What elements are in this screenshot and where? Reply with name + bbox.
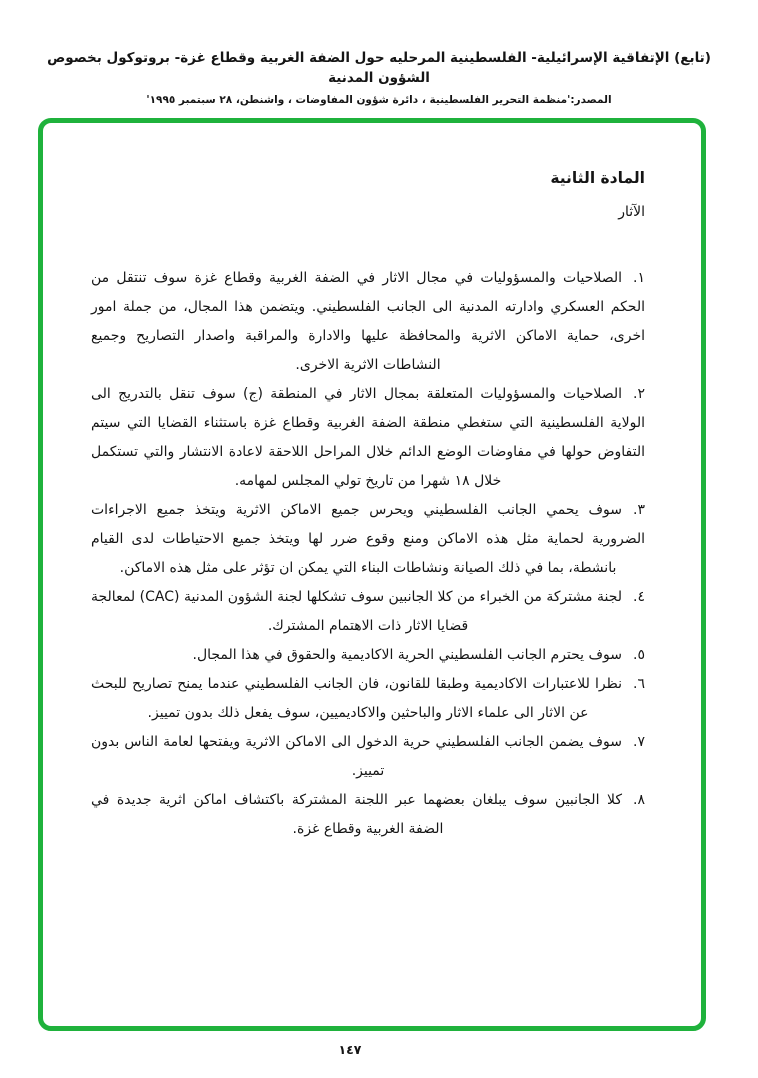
article-subtitle: الآثار	[618, 204, 645, 220]
clause-number: ٣.	[633, 502, 645, 518]
clause-text: سوف يحمي الجانب الفلسطيني ويحرس جميع الاماكن الاثرية ويتخذ جميع الاجراءات الضرورية لحماية مثل هذه الاماكن ومنع وقوع ضرر لها ويتخذ جميع الاحتياطات لدى القيام بانشطة، بما في ذلك الصيانة ونشاطات البناء التي يمكن ان تؤثر على مثل هذه الاماكن.	[91, 502, 645, 576]
clause-number: ٥.	[633, 647, 645, 663]
clause-item	[91, 380, 645, 496]
clause-item	[91, 728, 645, 786]
clause-text: سوف يحترم الجانب الفلسطيني الحرية الاكاديمية والحقوق في هذا المجال.	[192, 647, 623, 663]
content-border-box	[38, 118, 706, 1031]
clause-text: الصلاحيات والمسؤوليات في مجال الاثار في الضفة الغربية وقطاع غزة سوف تنتقل من الحكم العسكري وادارته المدنية الى الجانب الفلسطيني. ويتضمن هذا المجال، من جملة امور اخرى، حماية الاماكن الاثرية والمحافظة عليها والادارة والمراقبة واصدار التصاريح وجميع النشاطات الاثرية الاخرى.	[91, 270, 645, 373]
clause-number: ٤.	[633, 589, 645, 605]
clause-item	[91, 670, 645, 728]
clause-text: سوف يضمن الجانب الفلسطيني حرية الدخول الى الاماكن الاثرية ويفتحها لعامة الناس بدون تمييز.	[91, 734, 623, 779]
clause-list	[91, 264, 645, 844]
header-title: (تابع) الإتفاقية الإسرائيلية- الفلسطينية المرحليه حول الضفة الغربية وقطاع غزة- بروتوكول بخصوص الشؤون المدنية	[47, 50, 711, 87]
clause-text: نظرا للاعتبارات الاكاديمية وطبقا للقانون، فان الجانب الفلسطيني عندما يمنح تصاريح للبحث عن الاثار الى علماء الاثار والباحثين والاكاديميين، سوف يفعل ذلك بدون تمييز.	[91, 676, 623, 721]
article-content	[43, 123, 701, 844]
clause-item	[91, 583, 645, 641]
clause-item	[91, 641, 645, 670]
clause-number: ٦.	[633, 676, 645, 692]
clause-number: ٢.	[633, 386, 645, 402]
clause-text: كلا الجانبين سوف يبلغان بعضهما عبر اللجنة المشتركة باكتشاف اماكن اثرية جديدة في الضفة الغربية وقطاع غزة.	[91, 792, 623, 837]
clause-item	[91, 264, 645, 380]
clause-text: لجنة مشتركة من الخبراء من كلا الجانبين سوف تشكلها لجنة الشؤون المدنية (CAC) لمعالجة قضايا الاثار ذات الاهتمام المشترك.	[91, 589, 622, 634]
clause-number: ٨.	[633, 792, 645, 808]
clause-text: الصلاحيات والمسؤوليات المتعلقة بمجال الاثار في المنطقة (ج) سوف تنقل بالتدريج الى الولاية الفلسطينية التي ستغطي منطقة الضفة الغربية وقطاع غزة باستثناء القضايا التي سيتم التفاوض حولها في مفاوضات الوضع الدائم خلال المراحل اللاحقة لاعادة الانتشار والتي تستكمل خلال ١٨ شهرا من تاريخ تولي المجلس لمهامه.	[91, 386, 645, 489]
clause-item	[91, 496, 645, 583]
page-number: ١٤٧	[338, 1042, 362, 1057]
document-header	[0, 0, 758, 106]
clause-number: ١.	[633, 270, 645, 286]
header-source: المصدر:'منظمة التحرير الفلسطينية ، دائرة شؤون المفاوضات ، واشنطن، ٢٨ سبتمبر ١٩٩٥'	[146, 93, 612, 106]
article-title: المادة الثانية	[550, 169, 645, 187]
clause-number: ٧.	[633, 734, 645, 750]
clause-item	[91, 786, 645, 844]
